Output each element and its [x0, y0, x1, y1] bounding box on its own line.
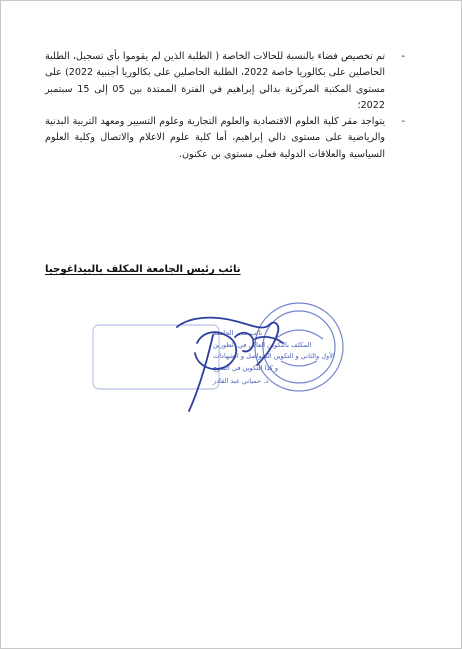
signature-title: نائب رئيس الجامعة المكلف بالبيداغوجيا	[45, 264, 241, 275]
bullet-item	[45, 49, 405, 114]
stamp-line: د. حمياني عبد القادر	[213, 377, 269, 385]
stamp-line: المكلف بالتكوين العالي في الطورين	[213, 341, 312, 349]
bullet-item	[45, 114, 405, 163]
stamp-line: الأول والثاني و التكوين المتواصل و الشهادات	[213, 352, 335, 360]
stamp-line: و كذا التكوين في التدرج	[213, 364, 279, 372]
stamp-and-signature	[85, 291, 375, 421]
bullet-text: يتواجد مقر كلية العلوم الاقتصادية والعلوم التجارية وعلوم التسيير ومعهد التربية البدنية والرياضية على مستوى دالي إبراهيم، أما كلية علوم الاعلام والاتصال وكلية العلوم السياسية والعلاقات الدولية فعلى مستوى بن عكنون.	[45, 116, 385, 160]
bullet-text: تم تخصيص فضاء بالنسبة للحالات الخاصة ( الطلبة الذين لم يقوموا بأي تسجيل، الطلبة الحاصلين على بكالوريا خاصة 2022، الطلبة الحاصلين على بكالوريا أجنبية 2022) على مستوى المكتبة المركزية بدالي إبراهيم في الفترة الممتدة بين 05 إلى 15 سبتمبر 2022؛	[45, 51, 385, 111]
bullet-marker: -	[401, 116, 405, 128]
bullet-list	[45, 49, 405, 163]
bullet-marker: -	[401, 51, 405, 62]
stamp-line: نائب مدير الجامعة	[213, 329, 263, 337]
